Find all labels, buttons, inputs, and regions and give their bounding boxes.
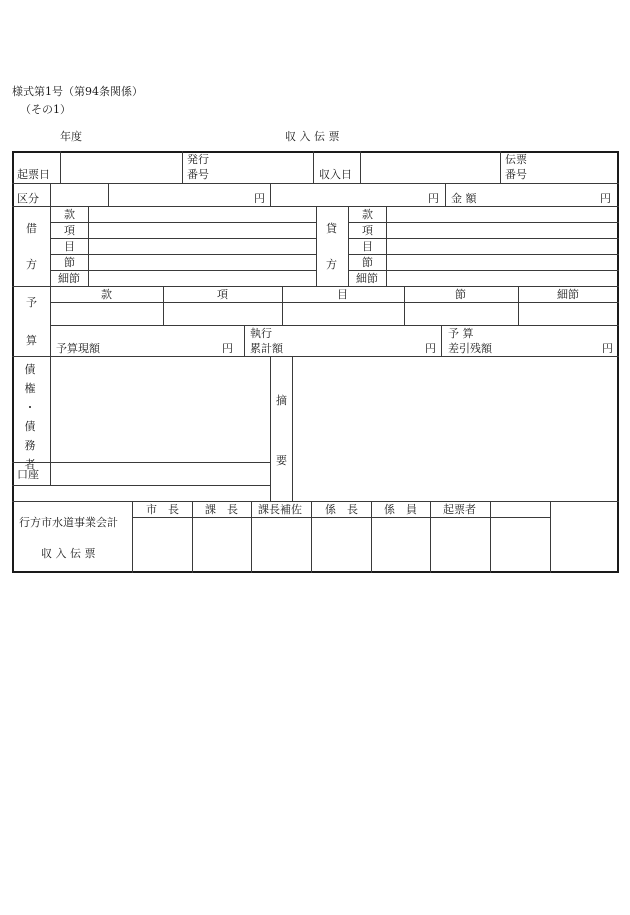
category-label: 区分: [17, 192, 39, 205]
form-name: 収 入 伝 票: [41, 547, 96, 560]
debit-label-2: 方: [26, 258, 37, 271]
account-row-label: 款: [64, 208, 75, 221]
rule: [132, 517, 550, 518]
summary-label-2: 要: [276, 454, 287, 467]
yen-unit: 円: [602, 342, 613, 355]
approval-header: 課 長: [205, 503, 238, 516]
account-row-label: 細節: [356, 272, 378, 285]
rule: [360, 151, 361, 183]
budget-col-header: 項: [217, 288, 228, 301]
organization-name: 行方市水道事業会計: [19, 516, 118, 529]
debit-label-1: 借: [26, 222, 37, 235]
rule: [313, 151, 314, 183]
account-row-label: 節: [64, 256, 75, 269]
rule: [251, 501, 252, 573]
credit-label-2: 方: [326, 258, 337, 271]
approval-header: 課長補佐: [258, 503, 302, 516]
budget-balance-label-2: 差引残額: [448, 342, 492, 355]
budget-col-header: 款: [101, 288, 112, 301]
rule: [12, 356, 619, 357]
rule: [50, 286, 51, 356]
slip-number-label-2: 番号: [505, 168, 527, 181]
current-budget-label: 予算現額: [56, 342, 100, 355]
page-title: 収 入 伝 票: [285, 130, 340, 143]
rule: [12, 485, 270, 486]
rule: [348, 254, 619, 255]
rule: [12, 286, 619, 287]
label-char: ・: [24, 401, 36, 414]
summary-label-1: 摘: [276, 394, 287, 407]
budget-label-1: 予: [26, 296, 37, 309]
rule: [50, 356, 51, 485]
yen-unit: 円: [254, 192, 265, 205]
approval-header: 係 長: [325, 503, 358, 516]
budget-col-header: 細節: [557, 288, 579, 301]
rule: [12, 501, 619, 502]
rule: [292, 356, 293, 501]
rule: [404, 286, 405, 325]
amount-label: 金 額: [451, 192, 477, 205]
account-row-label: 款: [362, 208, 373, 221]
budget-col-header: 目: [337, 288, 348, 301]
approval-header: 起票者: [443, 503, 476, 516]
rule: [50, 270, 316, 271]
rule: [60, 151, 61, 183]
rule: [518, 286, 519, 325]
rule: [490, 501, 491, 573]
rule: [50, 302, 619, 303]
approval-header: 係 員: [384, 503, 417, 516]
rule: [348, 270, 619, 271]
rule: [441, 325, 442, 356]
account-row-label: 目: [64, 240, 75, 253]
rule: [163, 286, 164, 325]
label-char: 者: [24, 458, 36, 471]
rule: [50, 206, 51, 286]
creditor-debtor-label: [23, 360, 37, 474]
rule: [282, 286, 283, 325]
issue-number-label-1: 発行: [187, 153, 209, 166]
rule: [316, 206, 317, 286]
rule: [50, 238, 316, 239]
rule: [50, 183, 51, 206]
label-char: 債: [24, 363, 36, 376]
fiscal-year-label: 年度: [60, 130, 82, 143]
rule: [348, 222, 619, 223]
rule: [311, 501, 312, 573]
rule: [108, 183, 109, 206]
rule: [270, 183, 271, 206]
form-number: 様式第1号（第94条関係）: [12, 85, 143, 98]
issue-number-label-2: 番号: [187, 168, 209, 181]
yen-unit: 円: [428, 192, 439, 205]
account-row-label: 項: [64, 224, 75, 237]
rule: [50, 222, 316, 223]
bank-account-label: 口座: [17, 468, 39, 481]
account-row-label: 細節: [58, 272, 80, 285]
rule: [50, 325, 619, 326]
rule: [12, 183, 619, 184]
rule: [182, 151, 183, 183]
rule: [430, 501, 431, 573]
draft-date-label: 起票日: [17, 168, 50, 181]
rule: [88, 206, 89, 286]
rule: [132, 501, 133, 573]
label-char: 権: [24, 382, 36, 395]
rule: [445, 183, 446, 206]
rule: [192, 501, 193, 573]
label-char: 務: [24, 439, 36, 452]
executed-total-label-2: 累計額: [250, 342, 283, 355]
account-row-label: 節: [362, 256, 373, 269]
rule: [348, 206, 349, 286]
label-char: 債: [24, 420, 36, 433]
credit-label-1: 貸: [326, 222, 337, 235]
rule: [371, 501, 372, 573]
receipt-date-label: 収入日: [319, 168, 352, 181]
rule: [244, 325, 245, 356]
approval-header: 市 長: [146, 503, 179, 516]
budget-label-2: 算: [26, 334, 37, 347]
slip-number-label-1: 伝票: [505, 153, 527, 166]
rule: [50, 254, 316, 255]
yen-unit: 円: [425, 342, 436, 355]
rule: [386, 206, 387, 286]
account-row-label: 目: [362, 240, 373, 253]
yen-unit: 円: [600, 192, 611, 205]
form-sub-number: （その1）: [20, 103, 71, 116]
executed-total-label-1: 執行: [250, 327, 272, 340]
budget-balance-label-1: 予 算: [448, 327, 474, 340]
rule: [500, 151, 501, 183]
rule: [550, 501, 551, 573]
account-row-label: 項: [362, 224, 373, 237]
budget-col-header: 節: [455, 288, 466, 301]
yen-unit: 円: [222, 342, 233, 355]
rule: [348, 238, 619, 239]
rule: [270, 356, 271, 501]
